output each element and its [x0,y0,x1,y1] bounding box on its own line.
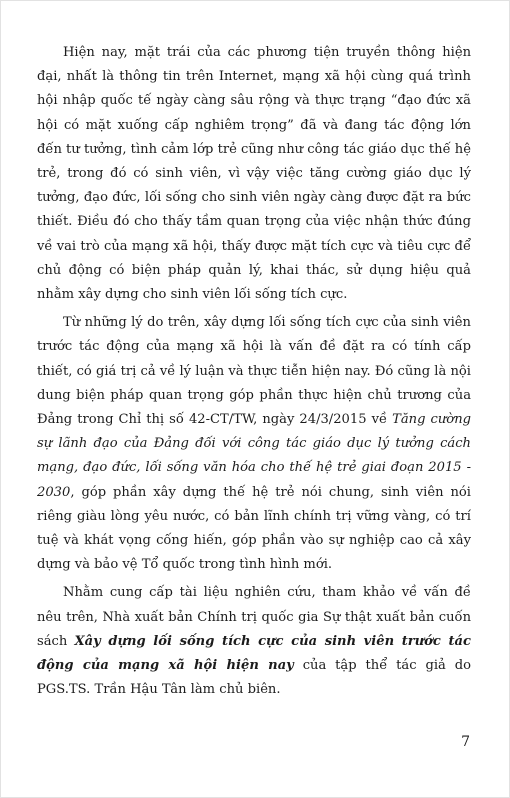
book-title: Xây dựng lối sống tích cực của sinh viên trước tác động của mạng xã hội hiện nay [37,633,471,674]
paragraph-2-text-b: , góp phần xây dựng thế hệ trẻ nói chung, sinh viên nói riêng giàu lòng yêu nước, có bản lĩnh chính trị vững vàng, có trí tuệ và khát vọng cống hiến, góp phần vào sự nghiệp cao cả xây dựng và bảo vệ Tổ quốc trong tình hình mới. [37,484,471,573]
paragraph-2-text-a: Từ những lý do trên, xây dựng lối sống tích cực của sinh viên trước tác động của mạng xã hội là vấn đề đặt ra có tính cấp thiết, có giá trị cả về lý luận và thực tiễn hiện nay. Đó cũng là nội dung biện pháp quan trọng góp phần thực hiện chủ trương của Đảng trong Chỉ thị số 42-CT/TW, ngày 24/3/2015 về [37,315,471,428]
paragraph-1 [37,41,471,307]
paragraph-2 [37,311,471,577]
paragraph-3-text-a: Nhằm cung cấp tài liệu nghiên cứu, tham khảo về vấn đề nêu trên, Nhà xuất bản Chính trị quốc gia Sự thật xuất bản cuốn sách [37,585,471,649]
directive-title: Tăng cường sự lãnh đạo của Đảng đối với công tác giáo dục lý tưởng cách mạng, đạo đức, lối sống văn hóa cho thế hệ trẻ giai đoạn 2015 - 2030 [37,412,472,500]
page-number: 7 [461,734,470,750]
paragraph-3-text-b: của tập thể tác giả do PGS.TS. Trần Hậu Tân làm chủ biên. [37,658,471,698]
paragraph-3 [37,581,471,702]
paragraph-1-text: Hiện nay, mặt trái của các phương tiện truyền thông hiện đại, nhất là thông tin trên Internet, mạng xã hội cùng quá trình hội nhập quốc tế ngày càng sâu rộng và thực trạng “đạo đức xã hội có mặt xuống cấp nghiêm trọng” đã và đang tác động lớn đến tư tưởng, tình cảm lớp trẻ cũng như công tác giáo dục thế hệ trẻ, trong đó có sinh viên, vì vậy việc tăng cường giáo dục lý tưởng, đạo đức, lối sống cho sinh viên ngày càng được đặt ra bức thiết. Điều đó cho thấy tầm quan trọng của việc nhận thức đúng về vai trò của mạng xã hội, thấy được mặt tích cực và tiêu cực để chủ động có biện pháp quản lý, khai thác, sử dụng hiệu quả nhằm xây dựng cho sinh viên lối sống tích cực. [37,45,471,303]
body-text [37,41,471,706]
